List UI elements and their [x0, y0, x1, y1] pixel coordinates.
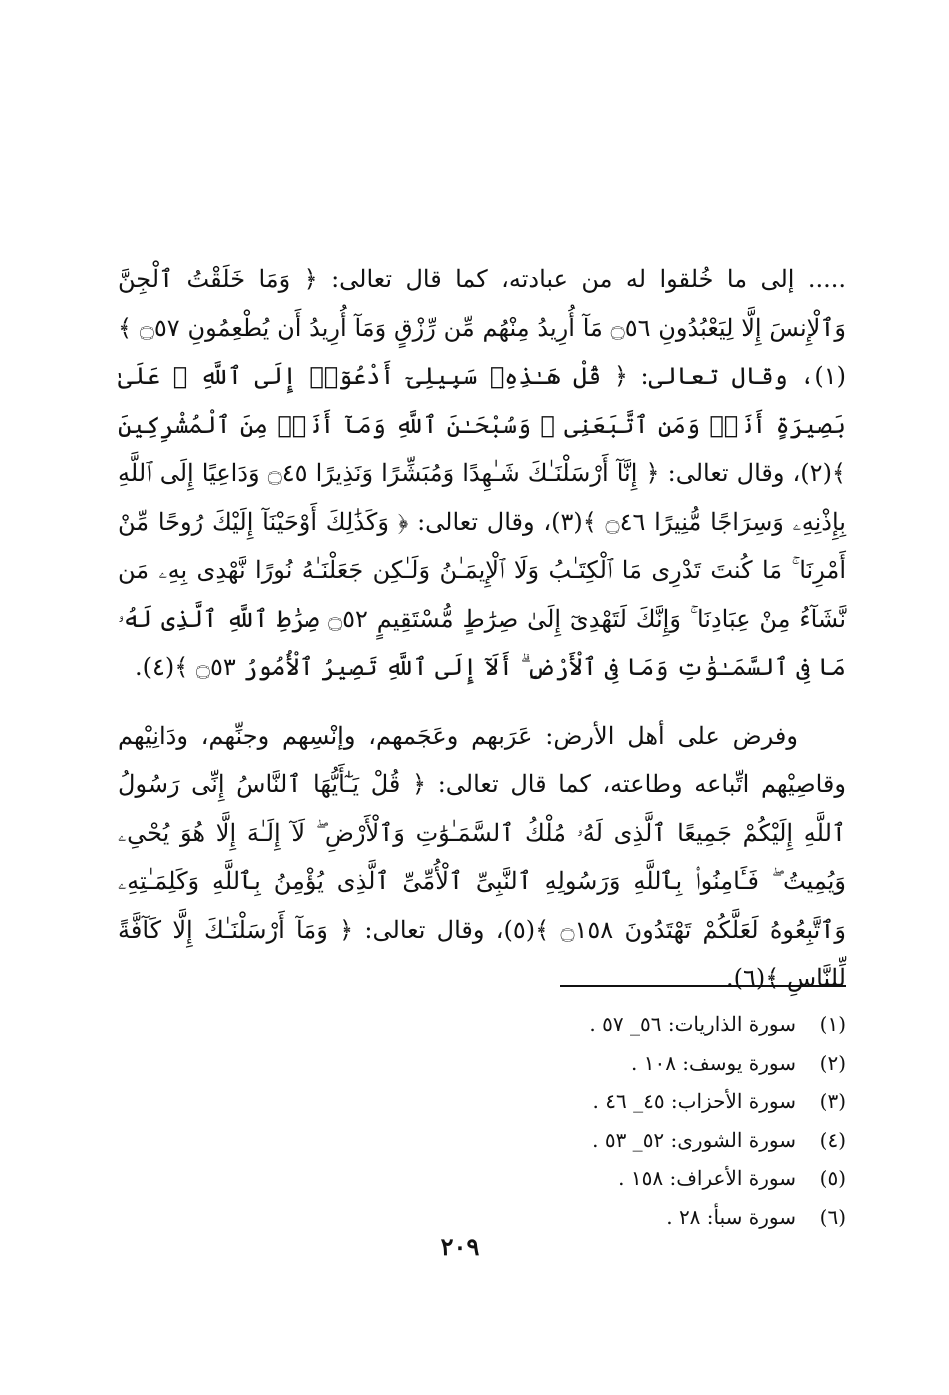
footnote-number: (٣) — [819, 1089, 846, 1113]
footnote-3 — [118, 1082, 846, 1121]
footnote-text: سورة سبأ: ٢٨ . — [666, 1204, 796, 1229]
footnote-4 — [118, 1121, 846, 1160]
main-text — [118, 255, 846, 1003]
page-number: ٢٠٩ — [440, 1232, 480, 1261]
footnote-text: سورة الذاريات: ٥٦_ ٥٧ . — [589, 1012, 796, 1036]
footnote-separator — [560, 985, 846, 987]
paragraph-2: وفرض على أهل الأرض: عَرَبهم وعَجَمهم، وإنْسِهم وجنِّهم، ودَانِيْهم وقاصِيْهم اتِّباعه وطاعته، كما قال تعالى: ﴿ قُلْ يَـٰٓأَيُّهَا ٱلنَّاسُ إِنِّى رَسُولُ ٱللَّهِ إِلَيْكُمْ جَمِيعًا ٱلَّذِى لَهُۥ مُلْكُ ٱلسَّمَـٰوَٰتِ وَٱلْأَرْضِ ۖ لَآ إِلَـٰهَ إِلَّا هُوَ يُحْىِۦ وَيُمِيتُ ۖ فَـَٔامِنُوا۟ بِٱللَّهِ وَرَسُولِهِ ٱلنَّبِىِّ ٱلْأُمِّىِّ ٱلَّذِى يُؤْمِنُ بِٱللَّهِ وَكَلِمَـٰتِهِۦ وَٱتَّبِعُوهُ لَعَلَّكُمْ تَهْتَدُونَ ۝١٥٨ ﴾(٥)، وقال تعالى: ﴿ وَمَآ أَرْسَلْنَـٰكَ إِلَّا كَآفَّةً لِّلنَّاسِ ﴾(٦). — [118, 721, 846, 992]
footnote-number: (٢) — [819, 1050, 846, 1075]
footnote-text: سورة الشورى: ٥٢_ ٥٣ . — [592, 1127, 796, 1152]
paragraph-1: ..... إلى ما خُلقوا له من عبادته، كما قال تعالى: ﴿ وَمَا خَلَقْتُ ٱلْجِنَّ وَٱلْإِنسَ إِلَّا لِيَعْبُدُونِ ۝٥٦ مَآ أُرِيدُ مِنْهُم مِّن رِّزْقٍ وَمَآ أُرِيدُ أَن يُطْعِمُونِ ۝٥٧ ﴾(١)، وقال تعالى: ﴿ قُلْ هَـٰذِهِۦ سَبِيلِىٓ أَدْعُوٓا۟ إِلَى ٱللَّهِ ۚ عَلَىٰ بَصِيرَةٍ أَنَا۠ وَمَنِ ٱتَّبَعَنِى ۖ وَسُبْحَـٰنَ ٱللَّهِ وَمَآ أَنَا۠ مِنَ ٱلْمُشْرِكِينَ ﴾(٢)، وقال تعالى: ﴿ إِنَّآ أَرْسَلْنَـٰكَ شَـٰهِدًا وَمُبَشِّرًا وَنَذِيرًا ۝٤٥ وَدَاعِيًا إِلَى ٱللَّهِ بِإِذْنِهِۦ وَسِرَاجًا مُّنِيرًا ۝٤٦ ﴾(٣)، وقال تعالى: ﴿ وَكَذَٰلِكَ أَوْحَيْنَآ إِلَيْكَ رُوحًا مِّنْ أَمْرِنَا ۚ مَا كُنتَ تَدْرِى مَا ٱلْكِتَـٰبُ وَلَا ٱلْإِيمَـٰنُ وَلَـٰكِن جَعَلْنَـٰهُ نُورًا نَّهْدِى بِهِۦ مَن نَّشَآءُ مِنْ عِبَادِنَا ۚ وَإِنَّكَ لَتَهْدِىٓ إِلَىٰ صِرَٰطٍ مُّسْتَقِيمٍ ۝٥٢ صِرَٰطِ ٱللَّهِ ٱلَّذِى لَهُۥ مَا فِى ٱلسَّمَـٰوَٰتِ وَمَا فِى ٱلْأَرْضِ ۗ أَلَآ إِلَى ٱللَّهِ تَصِيرُ ٱلْأُمُورُ ۝٥٣ ﴾(٤). — [118, 265, 847, 681]
footnotes-list — [118, 1005, 846, 1236]
footnote-text: سورة يوسف: ١٠٨ . — [631, 1050, 796, 1075]
footnote-6 — [118, 1198, 846, 1237]
footnote-2 — [118, 1044, 846, 1083]
footnote-text: سورة الأحزاب: ٤٥_ ٤٦ . — [592, 1089, 796, 1113]
footnote-number: (٦) — [819, 1204, 846, 1229]
footnote-text: سورة الأعراف: ١٥٨ . — [618, 1166, 796, 1190]
footnote-number: (٤) — [819, 1127, 846, 1152]
footnote-number: (١) — [819, 1012, 846, 1036]
footnote-1 — [118, 1005, 846, 1044]
footnote-number: (٥) — [819, 1166, 846, 1190]
footnote-5 — [118, 1159, 846, 1198]
